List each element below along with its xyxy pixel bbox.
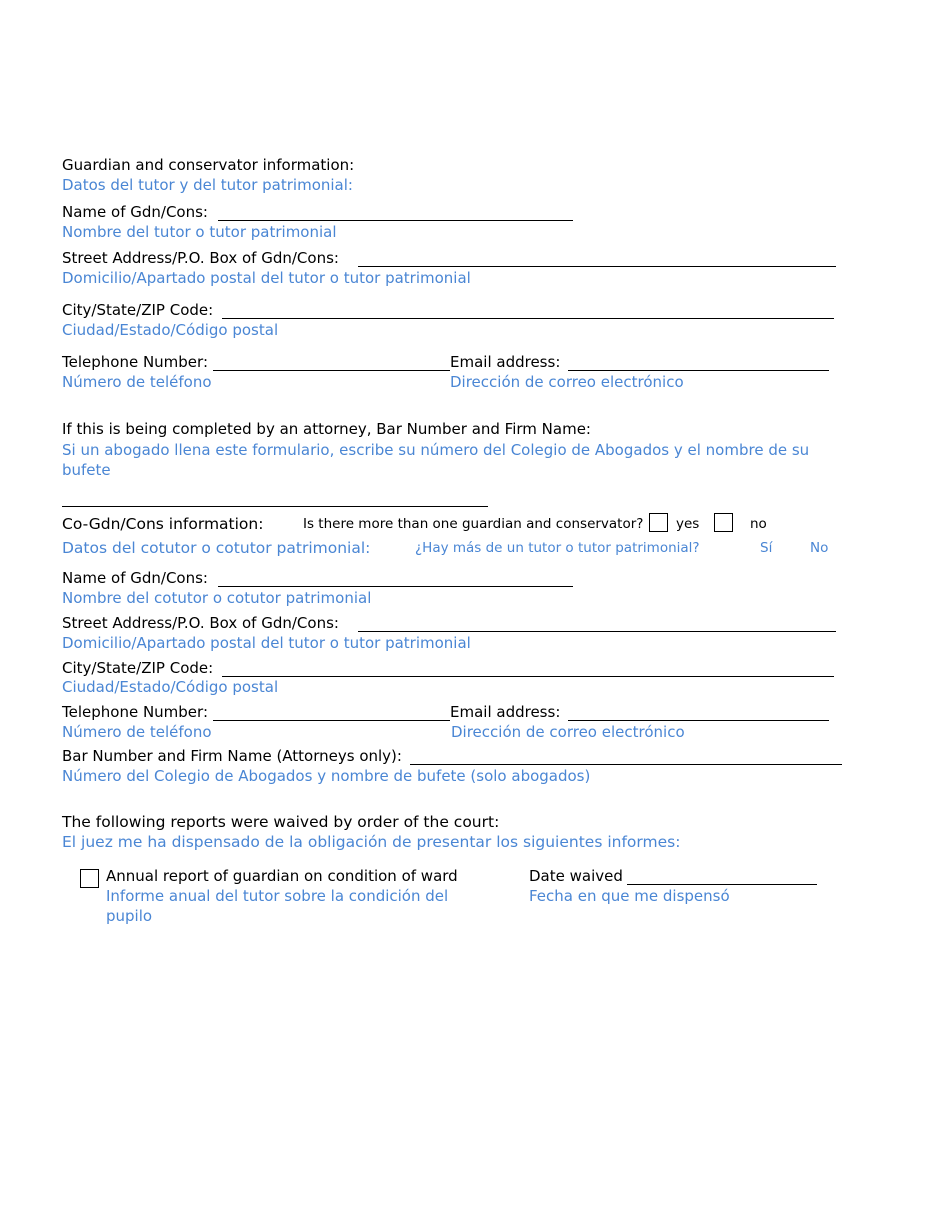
date-waived-field[interactable]	[627, 884, 817, 885]
guardian-address-label: Street Address/P.O. Box of Gdn/Cons:	[62, 249, 339, 267]
guardian-phone-label-es: Número de teléfono	[62, 373, 212, 391]
guardian-address-field[interactable]	[358, 266, 836, 267]
co-name-label-es: Nombre del cotutor o cotutor patrimonial	[62, 589, 372, 607]
reports-heading-es: El juez me ha dispensado de la obligación de presentar los siguientes informes:	[62, 833, 681, 851]
yes-checkbox[interactable]	[649, 513, 668, 532]
co-address-label-es: Domicilio/Apartado postal del tutor o tutor patrimonial	[62, 634, 471, 652]
no-label: no	[750, 516, 767, 532]
attorney-label: If this is being completed by an attorney, Bar Number and Firm Name:	[62, 420, 591, 438]
date-waived-label: Date waived	[529, 867, 623, 885]
co-guardian-heading-es: Datos del cotutor o cotutor patrimonial:	[62, 539, 371, 557]
guardian-city-field[interactable]	[222, 318, 834, 319]
co-phone-label-es: Número de teléfono	[62, 723, 212, 741]
co-address-label: Street Address/P.O. Box of Gdn/Cons:	[62, 614, 339, 632]
guardian-heading-es: Datos del tutor y del tutor patrimonial:	[62, 176, 353, 194]
guardian-name-field[interactable]	[218, 220, 573, 221]
co-city-label: City/State/ZIP Code:	[62, 659, 214, 677]
no-checkbox[interactable]	[714, 513, 733, 532]
more-than-one-question: Is there more than one guardian and conservator?	[303, 516, 644, 532]
yes-label: yes	[676, 516, 700, 532]
co-email-label: Email address:	[450, 703, 561, 721]
attorney-field[interactable]	[62, 506, 488, 507]
co-city-label-es: Ciudad/Estado/Código postal	[62, 678, 279, 696]
annual-report-checkbox[interactable]	[80, 869, 99, 888]
guardian-phone-label: Telephone Number:	[62, 353, 208, 371]
co-address-field[interactable]	[358, 631, 836, 632]
attorney-label-es: Si un abogado llena este formulario, escribe su número del Colegio de Abogados y el nombre de su bufete	[62, 441, 810, 479]
guardian-city-label-es: Ciudad/Estado/Código postal	[62, 321, 279, 339]
guardian-heading: Guardian and conservator information:	[62, 156, 355, 174]
co-phone-field[interactable]	[213, 720, 450, 721]
co-guardian-heading: Co-Gdn/Cons information:	[62, 515, 264, 533]
annual-report-label-es: Informe anual del tutor sobre la condición del pupilo	[106, 887, 449, 925]
co-phone-label: Telephone Number:	[62, 703, 208, 721]
no-label-es: No	[810, 540, 829, 556]
date-waived-label-es: Fecha en que me dispensó	[529, 887, 730, 905]
yes-label-es: Sí	[760, 540, 773, 556]
guardian-email-field[interactable]	[568, 370, 829, 371]
co-city-field[interactable]	[222, 676, 834, 677]
guardian-email-label-es: Dirección de correo electrónico	[450, 373, 684, 391]
co-email-label-es: Dirección de correo electrónico	[451, 723, 685, 741]
guardian-name-label-es: Nombre del tutor o tutor patrimonial	[62, 223, 337, 241]
annual-report-label: Annual report of guardian on condition of ward	[106, 867, 458, 885]
guardian-city-label: City/State/ZIP Code:	[62, 301, 214, 319]
guardian-phone-field[interactable]	[213, 370, 450, 371]
more-than-one-question-es: ¿Hay más de un tutor o tutor patrimonial?	[415, 540, 700, 556]
co-name-field[interactable]	[218, 586, 573, 587]
guardian-name-label: Name of Gdn/Cons:	[62, 203, 208, 221]
co-email-field[interactable]	[568, 720, 829, 721]
co-bar-field[interactable]	[410, 764, 842, 765]
co-bar-label-es: Número del Colegio de Abogados y nombre de bufete (solo abogados)	[62, 767, 591, 785]
co-name-label: Name of Gdn/Cons:	[62, 569, 208, 587]
guardian-email-label: Email address:	[450, 353, 561, 371]
reports-heading: The following reports were waived by order of the court:	[62, 813, 500, 831]
co-bar-label: Bar Number and Firm Name (Attorneys only):	[62, 747, 402, 765]
guardian-address-label-es: Domicilio/Apartado postal del tutor o tutor patrimonial	[62, 269, 471, 287]
